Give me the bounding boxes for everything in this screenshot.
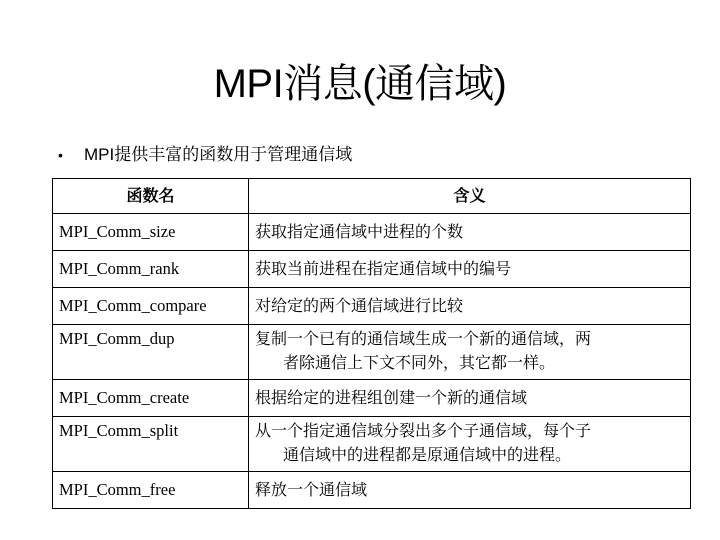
function-name-cell: MPI_Comm_split [53, 417, 249, 472]
description-text: 根据给定的进程组创建一个新的通信域 [255, 388, 528, 407]
description-continuation: 通信域中的进程都是原通信域中的进程。 [283, 445, 572, 464]
table-header-row [53, 179, 691, 214]
function-name-cell: MPI_Comm_create [53, 380, 249, 417]
description-cell [249, 472, 691, 509]
table-row [53, 325, 691, 380]
header-function-name: 函数名 [53, 179, 249, 214]
bullet-text: MPI提供丰富的函数用于管理通信域 [84, 145, 353, 164]
function-name-cell: MPI_Comm_dup [53, 325, 249, 380]
description-text: 获取指定通信域中进程的个数 [255, 222, 464, 241]
description-text: 复制一个已有的通信域生成一个新的通信域，两 [255, 329, 592, 348]
table-row [53, 380, 691, 417]
function-name-cell: MPI_Comm_compare [53, 288, 249, 325]
table-row [53, 288, 691, 325]
header-meaning: 含义 [249, 179, 691, 214]
description-cell [249, 288, 691, 325]
description-text: 获取当前进程在指定通信域中的编号 [255, 259, 512, 278]
function-table [52, 178, 691, 509]
description-text: 从一个指定通信域分裂出多个子通信域，每个子 [255, 421, 592, 440]
description-text: 释放一个通信域 [255, 480, 368, 499]
table-row [53, 472, 691, 509]
function-name-cell: MPI_Comm_rank [53, 251, 249, 288]
description-cell [249, 417, 691, 472]
function-name-cell: MPI_Comm_free [53, 472, 249, 509]
function-name-cell: MPI_Comm_size [53, 214, 249, 251]
description-cell [249, 380, 691, 417]
bullet-marker: • [58, 147, 63, 163]
description-cell [249, 214, 691, 251]
slide-title: MPI消息(通信域) [213, 62, 507, 106]
table-row [53, 417, 691, 472]
table-row [53, 251, 691, 288]
description-text: 对给定的两个通信域进行比较 [255, 296, 464, 315]
description-continuation: 者除通信上下文不同外，其它都一样。 [283, 353, 556, 372]
description-cell [249, 251, 691, 288]
table-row [53, 214, 691, 251]
description-cell [249, 325, 691, 380]
bullet-point [58, 143, 352, 167]
